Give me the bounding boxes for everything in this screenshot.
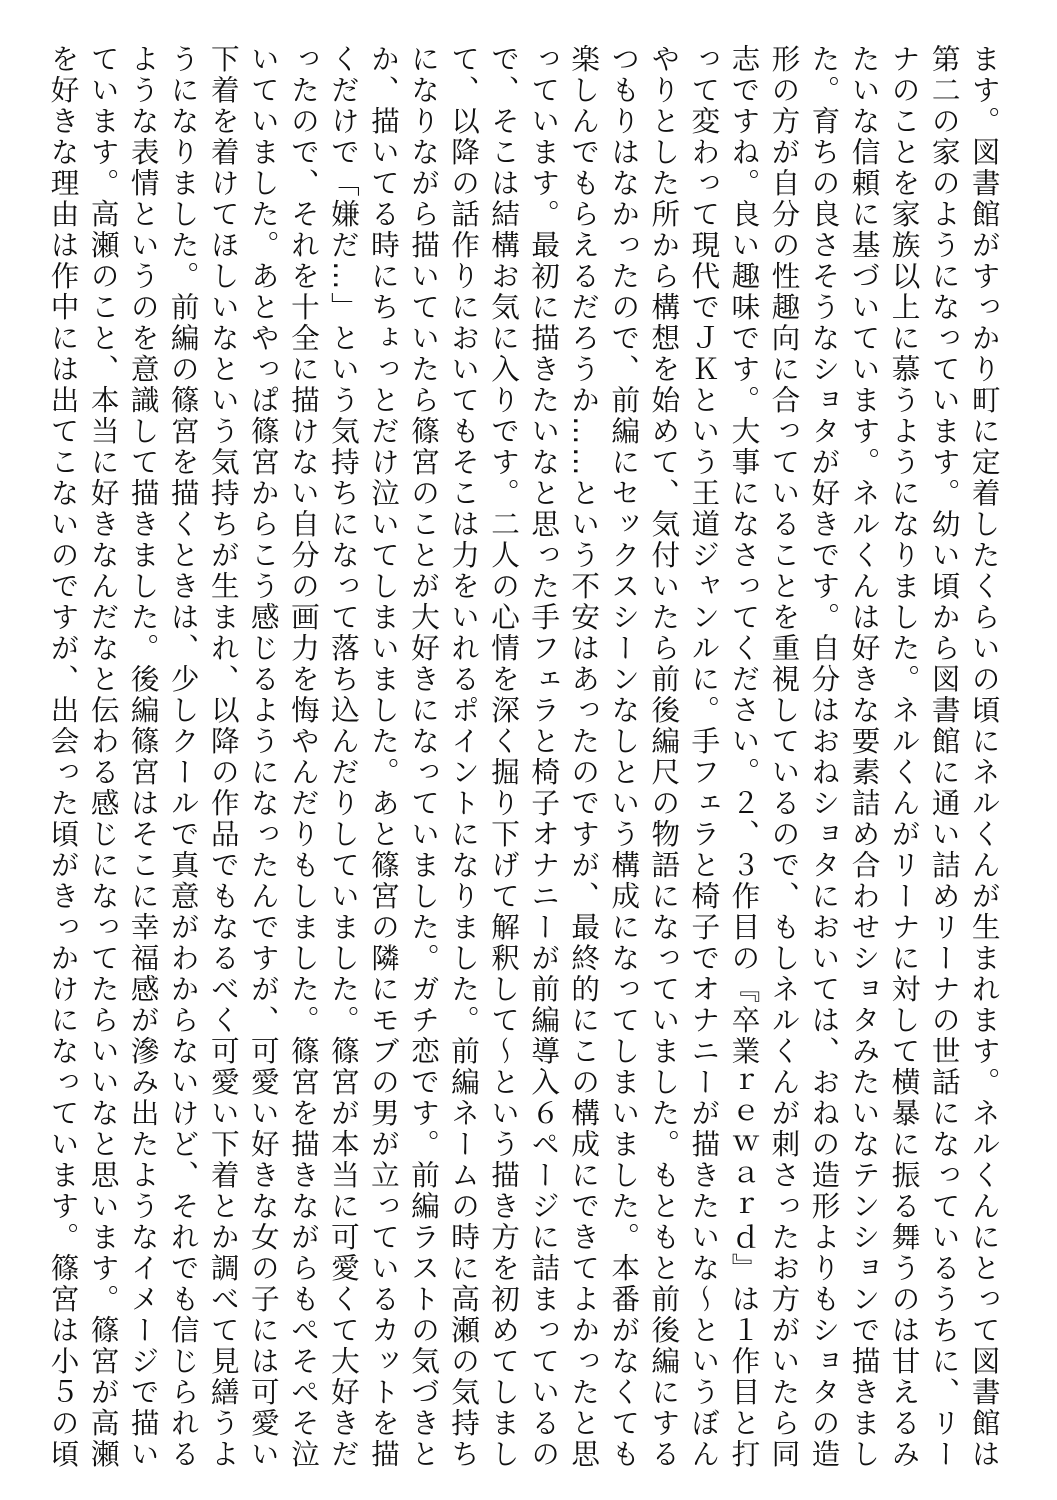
text-column-2: 第二の家のようになっています。幼い頃から図書館に通い詰めリーナの世話になっているうちに、リー xyxy=(927,44,962,1470)
text-column-18: ったので、それを十全に描けない自分の画力を悔やんだりもしました。篠宮を描きながらもぺそぺそ泣 xyxy=(286,44,321,1470)
text-column-10: つもりはなかったので、前編にセックスシーンなしという構成になってしまいました。本番がなくても xyxy=(607,44,642,1470)
text-column-7: 志ですね。良い趣味です。大事になさってください。２、３作目の『卒業ｒｅｗａｒｄ』は１作目と打 xyxy=(727,44,762,1470)
text-column-15: になりながら描いていたら篠宮のことが大好きになっていました。ガチ恋です。前編ラストの気づきと xyxy=(407,44,442,1470)
text-column-4: たいな信頼に基づいています。ネルくんは好きな要素詰め合わせショタみたいなテンションで描きまし xyxy=(847,44,882,1470)
text-column-17: くだけで「嫌だ…」という気持ちになって落ち込んだりしていました。篠宮が本当に可愛くて大好きだ xyxy=(326,44,361,1470)
text-column-24: を好きな理由は作中には出てこないのですが、出会った頃がきっかけになっています。篠宮は小５の頃 xyxy=(46,44,81,1470)
text-column-21: うになりました。前編の篠宮を描くときは、少しクールで真意がわからないけど、それでも信じられる xyxy=(166,44,201,1470)
text-column-11: 楽しんでもらえるだろうか……という不安はあったのですが、最終的にこの構成にできてよかったと思 xyxy=(567,44,602,1470)
text-column-9: やりとした所から構想を始めて、気付いたら前後編尺の物語になっていました。もともと前後編にする xyxy=(647,44,682,1470)
text-column-14: て、以降の話作りにおいてもそこは力をいれるポイントになりました。前編ネームの時に高瀬の気持ち xyxy=(447,44,482,1470)
text-column-1: ます。図書館がすっかり町に定着したくらいの頃にネルくんが生まれます。ネルくんにとって図書館は xyxy=(967,44,1002,1470)
text-column-23: ています。高瀬のこと、本当に好きなんだなと伝わる感じになってたらいいなと思います。篠宮が高瀬 xyxy=(86,44,121,1470)
text-column-8: って変わって現代でＪＫという王道ジャンルに。手フェラと椅子でオナニーが描きたいな～というぼん xyxy=(687,44,722,1470)
text-column-6: 形の方が自分の性趣向に合っていることを重視しているので、もしネルくんが刺さったお方がいたら同 xyxy=(767,44,802,1470)
vertical-text-block xyxy=(46,44,1002,1470)
text-column-3: ナのことを家族以上に慕うようになりました。ネルくんがリーナに対して横暴に振る舞うのは甘えるみ xyxy=(887,44,922,1470)
text-column-20: 下着を着けてほしいなという気持ちが生まれ、以降の作品でもなるべく可愛い下着とか調べて見繕うよ xyxy=(206,44,241,1470)
text-column-12: っています。最初に描きたいなと思った手フェラと椅子オナニーが前編導入６ページに詰まっているの xyxy=(527,44,562,1470)
text-column-16: か、描いてる時にちょっとだけ泣いてしまいました。あと篠宮の隣にモブの男が立っているカットを描 xyxy=(366,44,401,1470)
text-column-5: た。育ちの良さそうなショタが好きです。自分はおねショタにおいては、おねの造形よりもショタの造 xyxy=(807,44,842,1470)
text-column-19: いていました。あとやっぱ篠宮からこう感じるようになったんですが、可愛い好きな女の子には可愛い xyxy=(246,44,281,1470)
text-column-13: で、そこは結構お気に入りです。二人の心情を深く掘り下げて解釈して～という描き方を初めてしまし xyxy=(487,44,522,1470)
text-column-22: ような表情というのを意識して描きました。後編篠宮はそこに幸福感が滲み出たようなイメージで描い xyxy=(126,44,161,1470)
